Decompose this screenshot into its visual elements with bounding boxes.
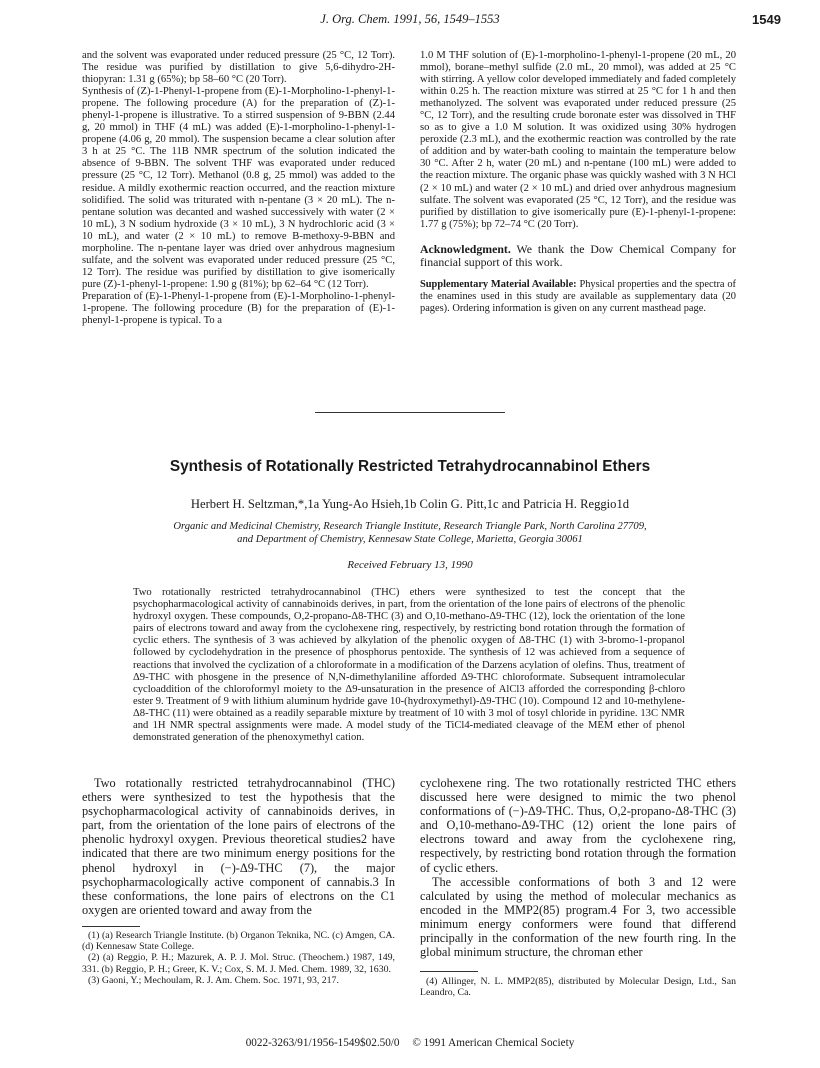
prev-paragraph: Synthesis of (Z)-1-Phenyl-1-propene from (E)-1-Morpholino-1-phenyl-1-propene. The following procedure (A) for the preparation of (Z)-1-phenyl-1-propene is illustrative. To a stirred suspension of 9-BBN (2.44 g, 20 mmol) in THF (4 mL) was added (E)-1-morpholino-1-phenyl-1-propene (4.06 g, 20 mmol). The suspension became a clear solution after 3 h at 25 °C. The 11B NMR spectrum of the solution indicated the absence of 9-BBN. The solvent THF was evaporated under reduced pressure (25 °C, 12 Torr). Methanol (0.8 g, 25 mmol) was added to the residue. A mildly exothermic reaction occurred, and the reaction mixture solidified. The solid was triturated with n-pentane (3 × 20 mL). The n-pentane solution was decanted and washed successively with water (2 × 10 mL), 3 N sodium hydroxide (3 × 10 mL), 3 N hydrochloric acid (3 × 10 mL), and water (2 × 10 mL) to remove B-methoxy-9-BBN and morpholine. The n-pentane layer was dried over anhydrous magnesium sulfate, and the solvent was evaporated under reduced pressure (25 °C, 12 Torr). The residue was purified by distillation to give isomerically pure (Z)-1-phenyl-1-propene: 1.90 g (81%); bp 62–64 °C (12 Torr). [82, 86, 395, 290]
supplementary-text: Physical properties and the spectra of the enamines used in this study are available as supplementary data (20 pages). Ordering information is given on any current masthead page. [420, 278, 736, 314]
footer-copyright: © 1991 American Chemical Society [412, 1037, 575, 1049]
received-date: Received February 13, 1990 [347, 559, 473, 571]
acknowledgment [420, 243, 736, 269]
footnote-rule [82, 926, 140, 927]
footnotes-left [82, 930, 395, 986]
page-number: 1549 [752, 12, 781, 27]
prev-article-left-column [82, 50, 395, 327]
body-right-column [420, 776, 736, 959]
footnote: (1) (a) Research Triangle Institute. (b) Organon Teknika, NC. (c) Amgen, CA. (d) Kennesaw State College. [82, 930, 395, 953]
body-paragraph: Two rotationally restricted tetrahydrocannabinol (THC) ethers were synthesized to test the hypothesis that the psychopharmacological activity of cannabinoids derives, in part, from the orientation of the lone pairs of electrons of the phenolic hydroxyl oxygen. Previous theoretical studies2 have indicated that there are two minimum energy positions for the phenol hydroxyl in (−)-Δ9-THC (7), the major psychopharmacologically active component of cannabis.3 In these conformations, the lone pairs of electrons on the C1 oxygen are oriented toward and away from the [82, 776, 395, 917]
abstract: Two rotationally restricted tetrahydrocannabinol (THC) ethers were synthesized to test the concept that the psychopharmacological activity of cannabinoids derives, in part, from the orientation of the lone pairs of electrons of the phenolic hydroxyl oxygen. These compounds, O,2-propano-Δ8-THC (3) and O,10-methano-Δ9-THC (12), lock the orientation of the lone pairs of electrons toward and away from the cyclohexene ring, respectively, by restricting bond rotation through the formation of cyclic ethers. The synthesis of 3 was achieved by alkylation of the phenolic oxygen of Δ8-THC (1) with 3-bromo-1-propanol followed by cyclodehydration in the presence of phosphorus pentoxide. The synthesis of 12 was achieved from a sequence of reactions that involved the cyclization of a chloroformate in a modification of the Darzens acylation of olefins. Thus, treatment of Δ9-THC with phosgene in the presence of N,N-dimethylaniline afforded Δ9-THC chloroformate. Subsequent intramolecular cycloaddition of the chloroformyl moiety to the Δ9-unsaturation in the presence of AlCl3 afforded the corresponding β-chloro ester 9. Treatment of 9 with lithium aluminum hydride gave 10-(hydroxymethyl)-Δ9-THC (10). Compound 12 and 10-methylene-Δ8-THC (11) were obtained as a readily separable mixture by treatment of 10 with 3 mol of tosyl chloride in pyridine. 13C NMR and 1H NMR spectral assignments were made. A model study of the TiCl4-mediated cleavage of the MEM ether of phenol demonstrated generation of the phenoxymethyl cation. [133, 587, 685, 744]
affiliation-line: and Department of Chemistry, Kennesaw State College, Marietta, Georgia 30061 [237, 533, 583, 545]
supplementary-material [420, 279, 736, 315]
footnotes-right [420, 976, 736, 998]
footer-code: 0022-3263/91/1956-1549$02.50/0 [245, 1037, 400, 1049]
article-divider [315, 412, 505, 413]
author-affiliations [80, 521, 740, 546]
prev-article-right-column [420, 50, 736, 315]
prev-paragraph: 1.0 M THF solution of (E)-1-morpholino-1-phenyl-1-propene (20 mL, 20 mmol), borane–methyl sulfide (2.0 mL, 20 mmol), was added at 25 °C with stirring. A yellow color developed immediately and faded completely within 0.25 h. The reaction mixture was stirred at 25 °C for 1 h and then methanolyzed. The solvent was evaporated under reduced pressure (25 °C, 12 Torr), and the resulting crude boronate ester was dissolved in THF so as to give a 1.0 M solution. It was oxidized using 30% hydrogen peroxide (2.3 mL), and the exothermic reaction was controlled by the rate of addition and by water-bath cooling to maintain the temperature below 30 °C. After 2 h, water (20 mL) and n-pentane (100 mL) were added to the reaction mixture. The organic phase was quickly washed with 3 N HCl (2 × 10 mL) and water (2 × 10 mL) and dried over anhydrous magnesium sulfate. The solvent was evaporated (25 °C, 12 Torr), and the residue was purified by distillation to give isomerically pure (E)-1-phenyl-1-propene: 1.77 g (75%); bp 72–74 °C (20 Torr). [420, 50, 736, 230]
page-footer [0, 1037, 820, 1049]
prev-paragraph: and the solvent was evaporated under reduced pressure (25 °C, 12 Torr). The residue was purified by distillation to give 5,6-dihydro-2H-thiopyran: 1.31 g (65%); bp 58–60 °C (20 Torr). [82, 50, 395, 86]
body-paragraph: cyclohexene ring. The two rotationally restricted THC ethers discussed here were designed to mimic the two phenol conformations of (−)-Δ9-THC. Thus, O,2-propano-Δ8-THC (3) and O,10-methano-Δ9-THC (12) orient the lone pairs of electrons toward and away from the cyclohexene ring, respectively, by restricting bond rotation through the formation of cyclic ethers. [420, 776, 736, 875]
footnote-rule [420, 971, 478, 972]
prev-paragraph: Preparation of (E)-1-Phenyl-1-propene from (E)-1-Morpholino-1-phenyl-1-propene. The following procedure (B) for the preparation of (E)-1-phenyl-1-propene is typical. To a [82, 290, 395, 327]
footnote: (2) (a) Reggio, P. H.; Mazurek, A. P. J. Mol. Struc. (Theochem.) 1987, 149, 331. (b) Reggio, P. H.; Greer, K. V.; Cox, S. M. J. Med. Chem. 1989, 32, 1630. [82, 952, 395, 975]
footnote: (4) Allinger, N. L. MMP2(85), distributed by Molecular Design, Ltd., San Leandro, Ca. [420, 976, 736, 999]
acknowledgment-heading: Acknowledgment. [420, 241, 511, 256]
body-left-column [82, 776, 395, 917]
acknowledgment-text: We thank the Dow Chemical Company for financial support of this work. [420, 241, 736, 269]
body-paragraph: The accessible conformations of both 3 and 12 were calculated by using the method of molecular mechanics as encoded in the MMP2(85) program.4 For 3, two accessible minimum energy conformers were found that differend principally in the conformation of the new fourth ring. In the global minimum structure, the chroman ether [420, 874, 736, 960]
footnote: (3) Gaoni, Y.; Mechoulam, R. J. Am. Chem. Soc. 1971, 93, 217. [88, 974, 339, 986]
article-title: Synthesis of Rotationally Restricted Tetrahydrocannabinol Ethers [169, 458, 651, 475]
supplementary-heading: Supplementary Material Available: [420, 278, 577, 290]
article-authors: Herbert H. Seltzman,*,1a Yung-Ao Hsieh,1b Colin G. Pitt,1c and Patricia H. Reggio1d [190, 497, 630, 511]
journal-header: J. Org. Chem. 1991, 56, 1549–1553 [320, 12, 500, 26]
affiliation-line: Organic and Medicinal Chemistry, Research Triangle Institute, Research Triangle Park, North Carolina 27709, [173, 521, 647, 532]
